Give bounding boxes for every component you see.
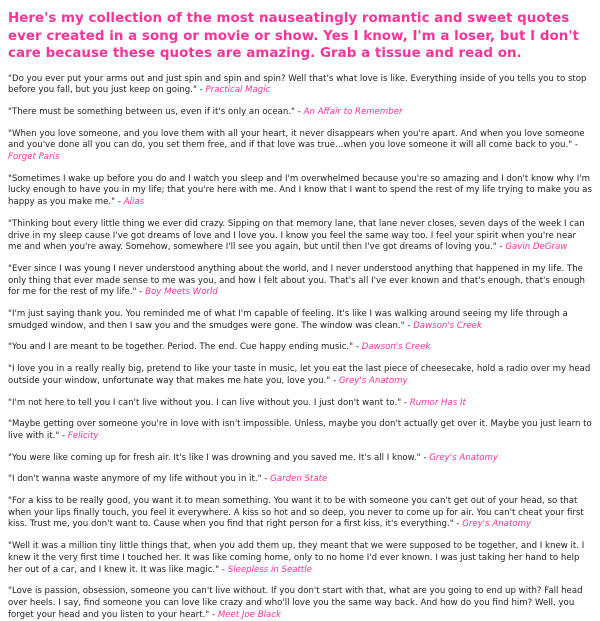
quote-item [8,107,592,119]
quote-text: "Do you ever put your arms out and just spin and spin and spin? Well that's what love is like. Everything inside of you tells you to stop before you fall, but you just keep on going." [8,74,587,96]
quote-source: Grey's Anatomy [429,453,498,463]
quote-item [8,264,592,299]
quote-text: "Thinking bout every little thing we ever did crazy. Sipping on that memory lane, that lane never closes, seven days of the week I can drive in my sleep cause I've got dreams of love and I love you. I know you feel the same way too. I feel your spirit when you're near me and when you're away. Somehow, somewhere I'll see you again, but until then I've got dreams of loving you." [8,219,585,252]
quote-source: Sleepless in Seattle [228,565,312,575]
quote-separator: - [59,431,68,441]
quote-separator: - [330,376,339,386]
quote-item [8,453,592,465]
quote-text: "When you love someone, and you love them with all your heart, it never disappears when you're apart. And when you love someone and you've done all you can do, you set them free, and if that love was true...when you love someone it will all come back to you." [8,129,585,151]
quote-source: Grey's Anatomy [339,376,408,386]
quote-text: "Love is passion, obsession, someone you can't live without. If you don't start with that, what are you going to end up with? Fall head over heels. I say, find someone you can love like crazy and who'll love you the same way back. And how do you find him? Well, you forget your head and you listen to your heart." [8,586,583,619]
quote-source: Practical Magic [206,85,271,95]
quote-item [8,398,592,410]
quote-text: "I don't wanna waste anymore of my life without you in it." [8,474,262,484]
quote-item [8,541,592,576]
quote-separator: - [197,85,206,95]
quote-source: Meet Joe Black [218,610,281,620]
quote-separator: - [137,287,146,297]
quote-source: Rumor Has It [410,398,466,408]
quote-separator: - [115,197,124,207]
quote-item [8,474,592,486]
quote-item [8,342,592,354]
quote-text: "I'm not here to tell you I can't live without you. I can live without you. I just don't want to." [8,398,401,408]
quote-text: "For a kiss to be really good, you want it to mean something. You want it to be with someone you can't get out of your head, so that when your lips finally touch, you feel it everywhere. A kiss so hot and so deep, you never to come up for air. You can't cheat your first kiss. Trust me, you don't want to. Cause when you find that right person for a first kiss, it's everything." [8,496,584,529]
quote-text: "There must be something between us, even if it's only an ocean." [8,107,295,117]
quote-source: Dawson's Creek [362,342,431,352]
quote-item [8,74,592,97]
quote-text: "You were like coming up for fresh air. It's like I was drowning and you saved me. It's all I know." [8,453,421,463]
quote-separator: - [405,321,414,331]
quote-item [8,364,592,387]
quote-separator: - [572,140,578,150]
quote-item [8,219,592,254]
quote-source: Gavin DeGraw [505,242,567,252]
quote-separator: - [497,242,506,252]
quote-text: "Maybe getting over someone you're in love with isn't impossible. Unless, maybe you don't actually get over it. Maybe you just learn to live with it." [8,419,592,441]
quote-separator: - [353,342,362,352]
quote-text: "Ever since I was young I never understood anything about the world, and I never understood anything that happened in my life. The only thing that ever made sense to me was you, and how I felt about you. That's all I've ever known and that's enough, that's enough for me for the rest of my life." [8,264,585,297]
quote-separator: - [262,474,271,484]
quote-separator: - [209,610,218,620]
quote-item [8,496,592,531]
quote-text: "I love you in a really really big, pretend to like your taste in music, let you eat the last piece of cheesecake, hold a radio over my head outside your window, unfortunate way that makes me hate you, love you." [8,364,590,386]
quote-item [8,419,592,442]
quote-separator: - [295,107,304,117]
quote-item [8,309,592,332]
quote-source: Boy Meets World [145,287,218,297]
quote-source: Alias [124,197,144,207]
quote-item [8,586,592,621]
quote-separator: - [421,453,430,463]
page-heading: Here's my collection of the most nauseatingly romantic and sweet quotes ever created in a song or movie or show. Yes I know, I'm a loser, but I don't care because these quotes are amazing. Grab a tissue and read on. [8,10,592,63]
quote-source: An Affair to Remember [304,107,403,117]
quote-separator: - [454,519,463,529]
quote-text: "You and I are meant to be together. Period. The end. Cue happy ending music." [8,342,353,352]
quote-source: Grey's Anatomy [462,519,531,529]
quote-text: "Sometimes I wake up before you do and I watch you sleep and I'm overwhelmed because you're so amazing and I don't know why I'm lucky enough to have you in my life; that you're here with me. And I know that I want to spend the rest of my life trying to make you as happy as you make me." [8,174,592,207]
quote-source: Dawson's Creek [413,321,482,331]
quote-separator: - [401,398,410,408]
quote-separator: - [219,565,228,575]
quote-text: "Well it was a million tiny little things that, when you add them up, they meant that we were supposed to be together, and I knew it. I knew it the very first time I touched her. It was like coming home, only to no home I'd ever known. I was just taking her hand to help her out of a car, and I knew it. It was like magic." [8,541,584,574]
quote-source: Garden State [270,474,327,484]
quote-list [8,74,592,621]
quote-source: Felicity [68,431,99,441]
quote-item [8,174,592,209]
quote-text: "I'm just saying thank you. You reminded me of what I'm capable of feeling. It's like I was walking around seeing my life through a smudged window, and then I saw you and the smudges were gone. The window was clean." [8,309,568,331]
quote-source: Forget Paris [8,152,59,162]
quote-item [8,129,592,164]
